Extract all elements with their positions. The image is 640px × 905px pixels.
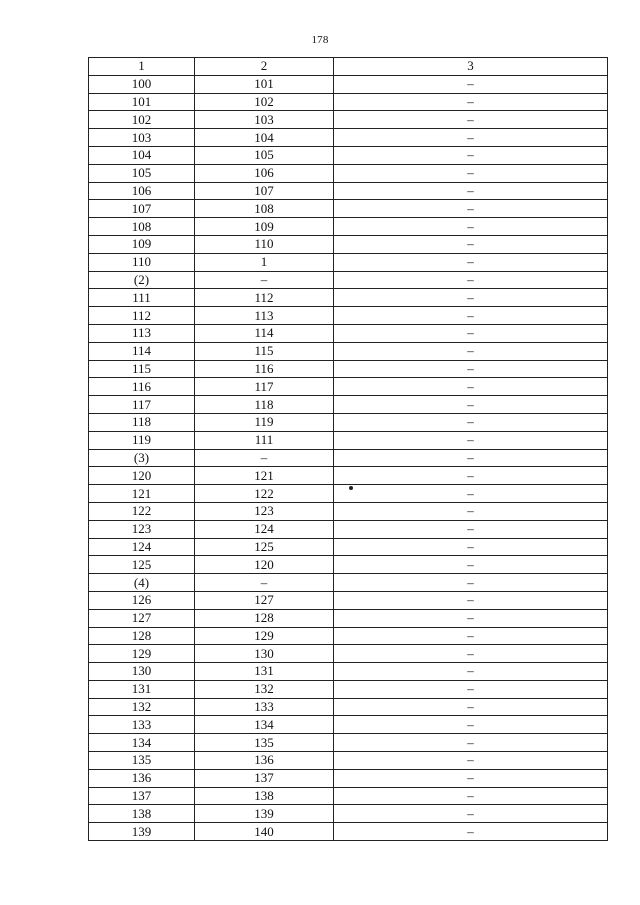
- table-cell-col-3: –: [334, 431, 608, 449]
- table-cell-col-3: –: [334, 698, 608, 716]
- table-cell-col-2: 114: [195, 324, 334, 342]
- table-cell-col-1: 101: [89, 93, 195, 111]
- table-cell-col-3: –: [334, 253, 608, 271]
- table-row: [89, 716, 608, 734]
- table-row: [89, 449, 608, 467]
- table-row: [89, 769, 608, 787]
- table-row: [89, 805, 608, 823]
- table-cell-col-2: 1: [195, 253, 334, 271]
- table-cell-col-2: 113: [195, 307, 334, 325]
- table-cell-col-2: 132: [195, 680, 334, 698]
- table-cell-col-2: 107: [195, 182, 334, 200]
- table-cell-col-2: 110: [195, 235, 334, 253]
- table-cell-col-1: 127: [89, 609, 195, 627]
- table-cell-col-1: 119: [89, 431, 195, 449]
- table-cell-col-1: 116: [89, 378, 195, 396]
- table-cell-col-2: 137: [195, 769, 334, 787]
- table-cell-col-3: –: [334, 129, 608, 147]
- table-cell-col-2: 119: [195, 413, 334, 431]
- table-cell-col-1: 132: [89, 698, 195, 716]
- table-cell-col-3: –: [334, 574, 608, 592]
- table-cell-col-3: –: [334, 324, 608, 342]
- table-cell-col-3: –: [334, 307, 608, 325]
- stray-ink-mark: [349, 486, 353, 490]
- table-cell-col-3: –: [334, 378, 608, 396]
- table-cell-col-3: –: [334, 716, 608, 734]
- table-row: [89, 627, 608, 645]
- table-cell-col-3: –: [334, 645, 608, 663]
- table-cell-col-1: 126: [89, 591, 195, 609]
- column-header-1: 1: [89, 58, 195, 76]
- table-row: [89, 129, 608, 147]
- table-cell-col-3: –: [334, 769, 608, 787]
- table-cell-col-2: 118: [195, 396, 334, 414]
- table-cell-col-1: 117: [89, 396, 195, 414]
- table-cell-col-1: 104: [89, 146, 195, 164]
- table-cell-col-3: –: [334, 75, 608, 93]
- table-row: [89, 146, 608, 164]
- table-cell-col-2: –: [195, 574, 334, 592]
- table-row: [89, 378, 608, 396]
- table-cell-col-2: 136: [195, 752, 334, 770]
- table-body: [89, 75, 608, 840]
- table-cell-col-3: –: [334, 556, 608, 574]
- table-cell-col-2: 120: [195, 556, 334, 574]
- table-cell-col-3: –: [334, 609, 608, 627]
- table-cell-col-2: –: [195, 271, 334, 289]
- table-cell-col-1: (4): [89, 574, 195, 592]
- table-row: [89, 556, 608, 574]
- table-cell-col-3: –: [334, 520, 608, 538]
- table-cell-col-1: 130: [89, 663, 195, 681]
- table-cell-col-1: 102: [89, 111, 195, 129]
- table-row: [89, 271, 608, 289]
- table-cell-col-2: 112: [195, 289, 334, 307]
- table-cell-col-3: –: [334, 467, 608, 485]
- table-cell-col-3: –: [334, 449, 608, 467]
- table-cell-col-3: –: [334, 787, 608, 805]
- table-row: [89, 200, 608, 218]
- table-cell-col-2: 117: [195, 378, 334, 396]
- table-cell-col-1: 138: [89, 805, 195, 823]
- table-cell-col-3: –: [334, 360, 608, 378]
- table-cell-col-2: 134: [195, 716, 334, 734]
- table-cell-col-1: 109: [89, 235, 195, 253]
- table-cell-col-3: –: [334, 218, 608, 236]
- table-row: [89, 787, 608, 805]
- table-cell-col-1: 110: [89, 253, 195, 271]
- table-row: [89, 431, 608, 449]
- table-cell-col-3: –: [334, 200, 608, 218]
- table-cell-col-3: –: [334, 734, 608, 752]
- table-cell-col-2: 122: [195, 485, 334, 503]
- table-cell-col-2: 127: [195, 591, 334, 609]
- table-cell-col-3: –: [334, 591, 608, 609]
- table-cell-col-3: –: [334, 805, 608, 823]
- table-row: [89, 289, 608, 307]
- table-cell-col-2: 130: [195, 645, 334, 663]
- table-cell-col-3: –: [334, 680, 608, 698]
- table-cell-col-2: –: [195, 449, 334, 467]
- table-header: [89, 58, 608, 76]
- table-cell-col-2: 138: [195, 787, 334, 805]
- table-cell-col-1: 112: [89, 307, 195, 325]
- table-cell-col-3: –: [334, 413, 608, 431]
- table-row: [89, 342, 608, 360]
- table-cell-col-1: 100: [89, 75, 195, 93]
- table-row: [89, 218, 608, 236]
- table-cell-col-3: –: [334, 538, 608, 556]
- table-row: [89, 111, 608, 129]
- table-cell-col-3: –: [334, 182, 608, 200]
- table-cell-col-1: 107: [89, 200, 195, 218]
- table-cell-col-2: 124: [195, 520, 334, 538]
- table-row: [89, 307, 608, 325]
- table-row: [89, 413, 608, 431]
- table-row: [89, 520, 608, 538]
- table-cell-col-3: –: [334, 93, 608, 111]
- table-cell-col-2: 101: [195, 75, 334, 93]
- table-cell-col-3: –: [334, 752, 608, 770]
- table-cell-col-1: 120: [89, 467, 195, 485]
- table-cell-col-2: 125: [195, 538, 334, 556]
- table-row: [89, 360, 608, 378]
- table-cell-col-1: 108: [89, 218, 195, 236]
- table-row: [89, 485, 608, 503]
- table-cell-col-2: 103: [195, 111, 334, 129]
- table-cell-col-3: –: [334, 111, 608, 129]
- table-cell-col-3: –: [334, 485, 608, 503]
- header-row: [89, 58, 608, 76]
- table-cell-col-2: 111: [195, 431, 334, 449]
- column-header-3: 3: [334, 58, 608, 76]
- table-cell-col-1: 129: [89, 645, 195, 663]
- table-cell-col-2: 123: [195, 502, 334, 520]
- table-row: [89, 467, 608, 485]
- table-cell-col-2: 133: [195, 698, 334, 716]
- table-cell-col-1: 135: [89, 752, 195, 770]
- table-row: [89, 396, 608, 414]
- data-table: [88, 57, 608, 841]
- table-cell-col-2: 140: [195, 823, 334, 841]
- table-row: [89, 609, 608, 627]
- page-number: 178: [311, 34, 329, 46]
- table-cell-col-1: 118: [89, 413, 195, 431]
- table-cell-col-1: 114: [89, 342, 195, 360]
- table-row: [89, 75, 608, 93]
- table-cell-col-1: 139: [89, 823, 195, 841]
- table-cell-col-1: 136: [89, 769, 195, 787]
- table-row: [89, 823, 608, 841]
- table-cell-col-2: 129: [195, 627, 334, 645]
- table-cell-col-3: –: [334, 235, 608, 253]
- table-cell-col-1: 133: [89, 716, 195, 734]
- table-row: [89, 502, 608, 520]
- table-row: [89, 235, 608, 253]
- table-row: [89, 591, 608, 609]
- table-cell-col-3: –: [334, 502, 608, 520]
- table-cell-col-3: –: [334, 271, 608, 289]
- table-cell-col-3: –: [334, 289, 608, 307]
- table-cell-col-2: 135: [195, 734, 334, 752]
- table-cell-col-1: 123: [89, 520, 195, 538]
- table-row: [89, 253, 608, 271]
- column-header-2: 2: [195, 58, 334, 76]
- table-row: [89, 164, 608, 182]
- table-cell-col-1: 134: [89, 734, 195, 752]
- table-cell-col-1: 121: [89, 485, 195, 503]
- table-row: [89, 752, 608, 770]
- table-cell-col-1: 113: [89, 324, 195, 342]
- table-cell-col-2: 139: [195, 805, 334, 823]
- table-cell-col-1: 122: [89, 502, 195, 520]
- table-row: [89, 734, 608, 752]
- table-cell-col-2: 121: [195, 467, 334, 485]
- table-cell-col-1: 125: [89, 556, 195, 574]
- table-cell-col-1: 111: [89, 289, 195, 307]
- table-cell-col-3: –: [334, 342, 608, 360]
- table-row: [89, 698, 608, 716]
- table-cell-col-2: 115: [195, 342, 334, 360]
- table-cell-col-3: –: [334, 164, 608, 182]
- table-row: [89, 680, 608, 698]
- table-cell-col-2: 106: [195, 164, 334, 182]
- table-cell-col-1: 128: [89, 627, 195, 645]
- table-cell-col-1: (3): [89, 449, 195, 467]
- table-cell-col-1: 124: [89, 538, 195, 556]
- table-cell-col-1: (2): [89, 271, 195, 289]
- table-cell-col-2: 104: [195, 129, 334, 147]
- table-cell-col-1: 103: [89, 129, 195, 147]
- table-cell-col-1: 131: [89, 680, 195, 698]
- table-cell-col-3: –: [334, 396, 608, 414]
- table-cell-col-1: 105: [89, 164, 195, 182]
- table-cell-col-3: –: [334, 146, 608, 164]
- table-cell-col-1: 106: [89, 182, 195, 200]
- table-cell-col-2: 109: [195, 218, 334, 236]
- table-row: [89, 663, 608, 681]
- table-row: [89, 574, 608, 592]
- table-cell-col-3: –: [334, 823, 608, 841]
- table-row: [89, 645, 608, 663]
- table-cell-col-3: –: [334, 663, 608, 681]
- table-cell-col-2: 102: [195, 93, 334, 111]
- table-cell-col-3: –: [334, 627, 608, 645]
- table-cell-col-2: 116: [195, 360, 334, 378]
- table-row: [89, 538, 608, 556]
- table-row: [89, 324, 608, 342]
- table-row: [89, 182, 608, 200]
- table-cell-col-1: 137: [89, 787, 195, 805]
- table-cell-col-2: 131: [195, 663, 334, 681]
- table-cell-col-2: 105: [195, 146, 334, 164]
- table-cell-col-1: 115: [89, 360, 195, 378]
- table-row: [89, 93, 608, 111]
- table-cell-col-2: 108: [195, 200, 334, 218]
- table-cell-col-2: 128: [195, 609, 334, 627]
